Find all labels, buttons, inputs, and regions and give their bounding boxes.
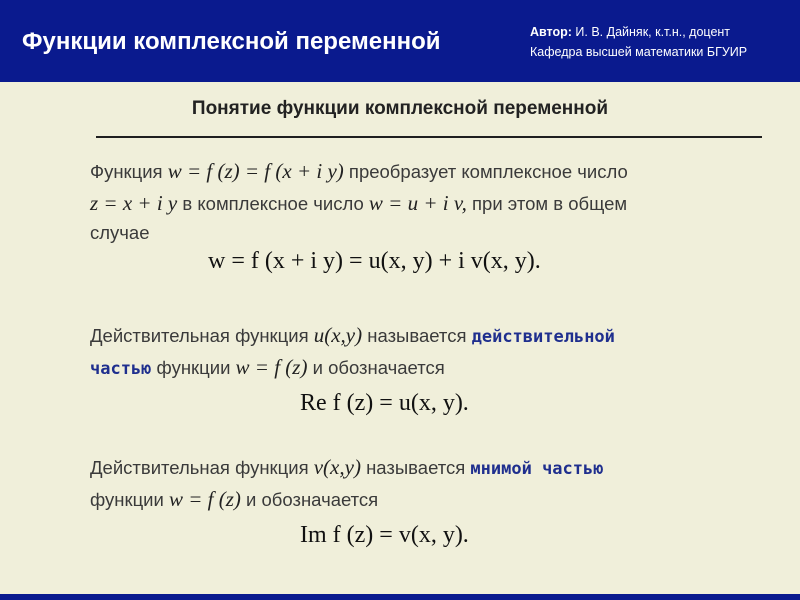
math-inline: w = u + i v, — [368, 191, 467, 215]
paragraph-3-line-2 — [90, 484, 378, 515]
math-inline: v(x,y) — [313, 455, 361, 479]
paragraph-1-line-2 — [90, 188, 627, 219]
text: называется — [360, 457, 471, 478]
text: функции — [151, 357, 236, 378]
paragraph-3-line-1 — [90, 452, 603, 484]
author-name: И. В. Дайняк, к.т.н., доцент — [571, 25, 731, 39]
paragraph-2-line-2 — [90, 352, 445, 384]
section-subtitle: Понятие функции комплексной переменной — [191, 98, 609, 119]
text: и обозначается — [240, 489, 379, 510]
term-highlight: действительной — [471, 327, 615, 347]
divider — [96, 136, 762, 138]
slide-title: Функции комплексной переменной — [22, 28, 441, 55]
paragraph-2-line-1 — [90, 320, 615, 352]
text: Действительная функция — [90, 457, 314, 478]
author-block — [530, 22, 747, 62]
math-inline: w = f (z) = f (x + i y) — [167, 159, 344, 183]
paragraph-1-line-1 — [90, 156, 628, 187]
header-bar — [0, 0, 800, 82]
math-inline: w = f (z) — [168, 487, 241, 511]
term-highlight: частью — [90, 359, 152, 379]
formula-3: Im f (z) = v(x, y). — [300, 522, 469, 548]
term-highlight: мнимой частью — [470, 459, 604, 479]
footer-bar — [0, 594, 800, 600]
text: в комплексное число — [177, 193, 369, 214]
math-inline: z = x + i y — [90, 191, 178, 215]
text: Действительная функция — [90, 325, 314, 346]
text: преобразует комплексное число — [343, 161, 628, 182]
math-inline: w = f (z) — [235, 355, 308, 379]
formula-1: w = f (x + i y) = u(x, y) + i v(x, y). — [208, 248, 541, 274]
text: при этом в общем — [466, 193, 628, 214]
text: Функция — [90, 161, 168, 182]
author-line — [530, 22, 747, 42]
formula-2: Re f (z) = u(x, y). — [300, 390, 469, 416]
paragraph-1-line-3: случае — [90, 222, 150, 243]
department-line: Кафедра высшей математики БГУИР — [530, 45, 748, 59]
text: называется — [362, 325, 472, 346]
author-label: Автор: — [530, 25, 572, 39]
math-inline: u(x,y) — [313, 323, 363, 347]
text: и обозначается — [307, 357, 445, 378]
text: функции — [90, 489, 169, 510]
